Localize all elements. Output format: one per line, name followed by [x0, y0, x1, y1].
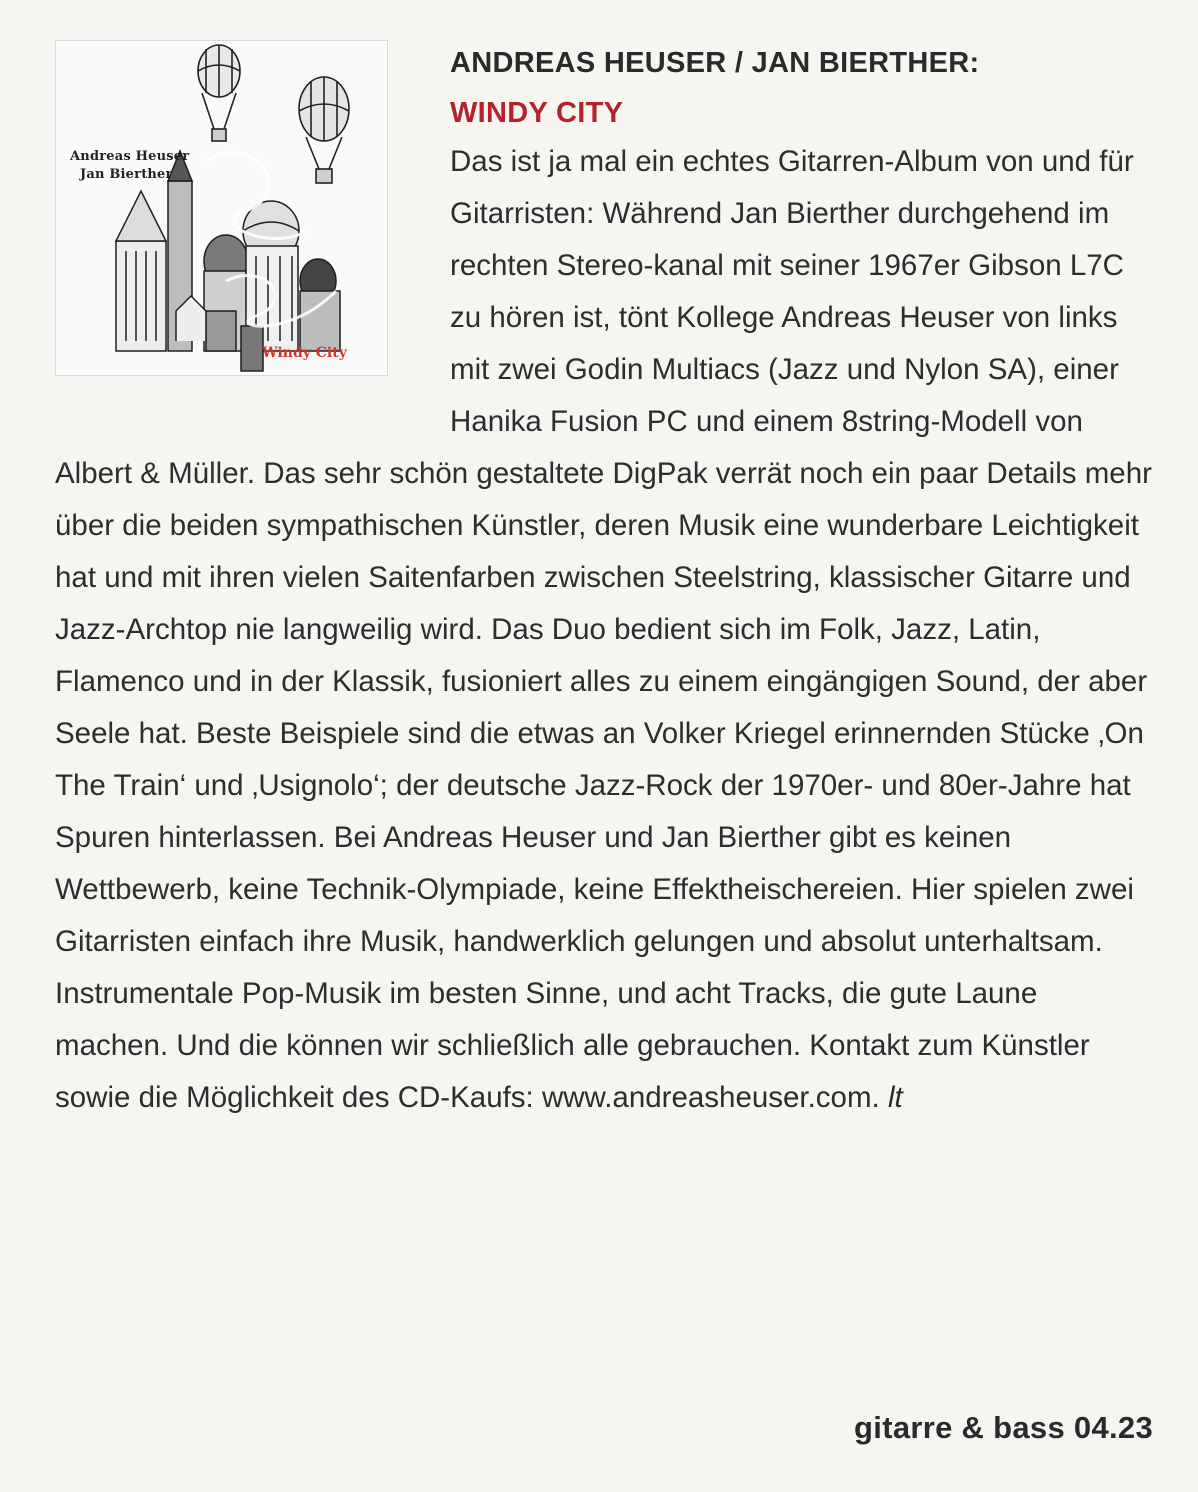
publication-footer: gitarre & bass 04.23	[854, 1410, 1153, 1445]
headline-subtitle: WINDY CITY	[450, 97, 624, 129]
review-text: Das ist ja mal ein echtes Gitarren-Album von und für Gitarristen: Während Jan Bierther durchgehend im rechten Stereo-kanal mit seiner 1967er Gibson L7C zu hören ist, tönt Kollege Andreas Heuser von links mit zwei Godin Multiacs (Jazz und Nylon SA), einer Hanika Fusion PC und einem 8string-Modell von Albert & Müller. Das sehr schön gestaltete DigPak verrät noch ein paar Details mehr über die beiden sympathischen Künstler, deren Musik eine wunderbare Leichtigkeit hat und mit ihren vielen Saitenfarben zwischen Steelstring, klassischer Gitarre und Jazz-Archtop nie langweilig wird. Das Duo bedient sich im Folk, Jazz, Latin, Flamenco und in der Klassik, fusioniert alles zu einem eingängigen Sound, der aber Seele hat. Beste Beispiele sind die etwas an Volker Kriegel erinnernden Stücke ‚On The Train‘ und ‚Usignolo‘; der deutsche Jazz-Rock der 1970er- und 80er-Jahre hat Spuren hinterlassen. Bei Andreas Heuser und Jan Bierther gibt es keinen Wettbewerb, keine Technik-Olympiade, keine Effektheischereien. Hier spielen zwei Gitarristen einfach ihre Musik, handwerklich gelungen und absolut unterhaltsam. Instrumentale Pop-Musik im besten Sinne, und acht Tracks, die gute Laune machen. Und die können wir schließlich alle gebrauchen. Kontakt zum Künstler sowie die Möglichkeit des CD-Kaufs: www.andreasheuser.com.	[55, 145, 1152, 1114]
cover-artist-line-2: Jan Bierther	[80, 167, 173, 182]
review-headline	[450, 38, 1150, 138]
cover-artist-line-1: Andreas Heuser	[70, 149, 190, 164]
author-signature: lt	[887, 1081, 903, 1114]
review-body	[55, 136, 1155, 1124]
cover-float-spacer	[55, 136, 450, 448]
cover-title: Windy City	[262, 345, 347, 361]
headline-title: ANDREAS HEUSER / JAN BIERTHER:	[450, 47, 980, 79]
